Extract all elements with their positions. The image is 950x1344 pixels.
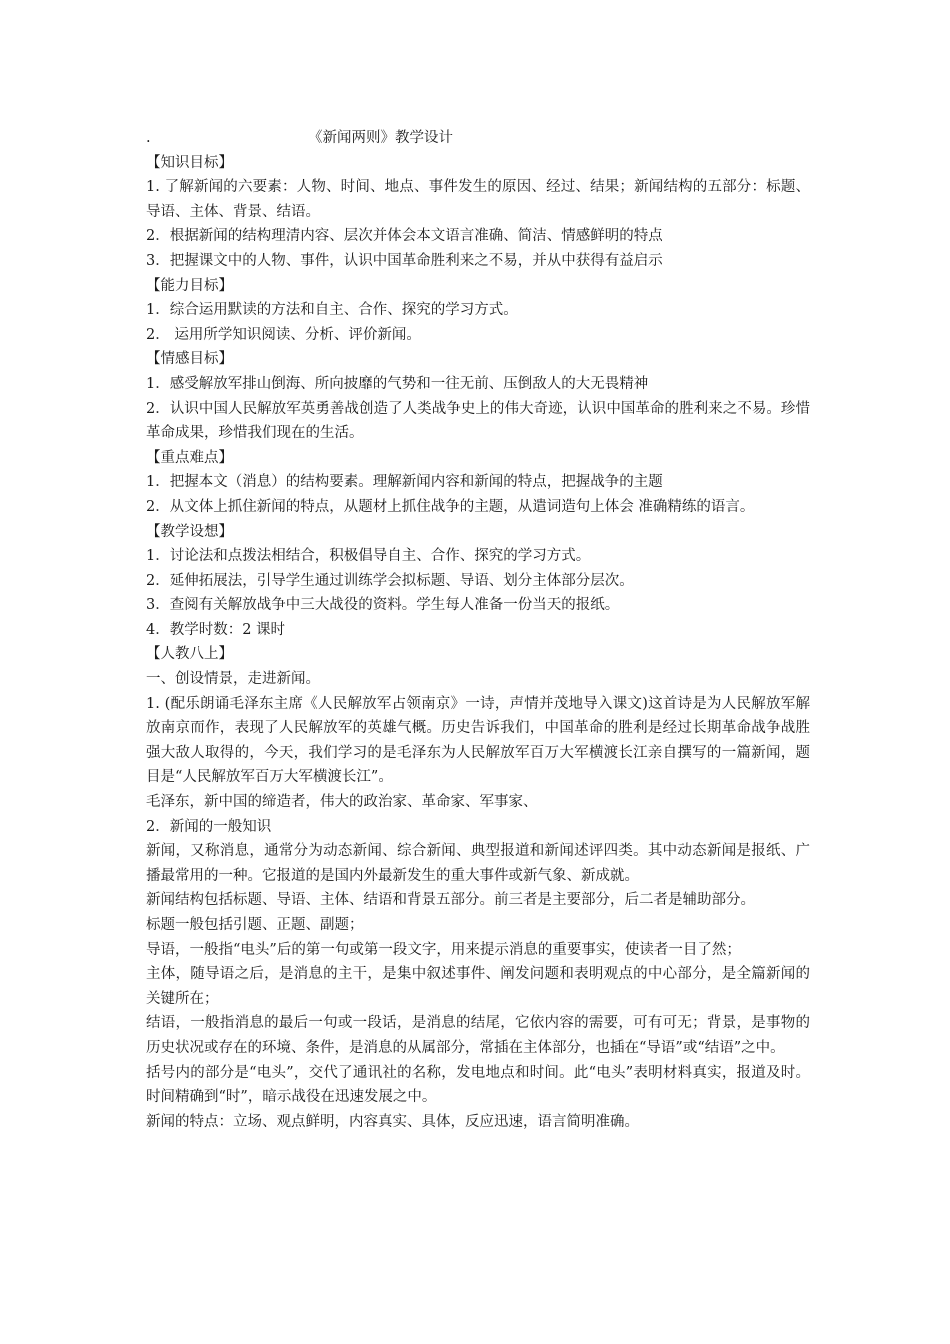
paragraph: 1．感受解放军排山倒海、所向披靡的气势和一往无前、压倒敌人的大无畏精神 <box>146 375 649 392</box>
paragraph: 2．从文体上抓住新闻的特点，从题材上抓住战争的主题，从遣词造句上体会 准确精练的语言。 <box>146 498 755 515</box>
heading-textbook: 【人教八上】 <box>146 646 233 663</box>
paragraph: 结语，一般指消息的最后一句或一段话，是消息的结尾，它依内容的需要，可有可无；背景，是事物的历史状况或存在的环境、条件，是消息的从属部分，常插在主体部分，也插在“导语”或“结语”之中。 <box>146 1015 810 1056</box>
paragraph: 标题一般包括引题、正题、副题； <box>146 917 364 933</box>
heading-emotion-goals: 【情感目标】 <box>146 351 233 368</box>
paragraph: 新闻，又称消息，通常分为动态新闻、综合新闻、典型报道和新闻述评四类。其中动态新闻是报纸、广播最常用的一种。它报道的是国内外最新发生的重大事件或新气象、新成就。 <box>146 843 810 884</box>
paragraph: 2． 运用所学知识阅读、分析、评价新闻。 <box>146 326 421 343</box>
paragraph: 括号内的部分是“电头”，交代了通讯社的名称，发电地点和时间。此“电头”表明材料真实，报道及时。时间精确到“时”，暗示战役在迅速发展之中。 <box>146 1064 810 1106</box>
paragraph: 2．根据新闻的结构理清内容、层次并体会本文语言准确、简洁、情感鲜明的特点 <box>146 228 663 245</box>
heading-teaching-plan: 【教学设想】 <box>146 523 233 540</box>
heading-ability-goals: 【能力目标】 <box>146 277 233 294</box>
paragraph: 导语，一般指“电头”后的第一句或第一段文字，用来提示消息的重要事实，使读者一目了然； <box>146 941 741 958</box>
heading-knowledge-goals: 【知识目标】 <box>146 154 233 171</box>
paragraph: 新闻的特点：立场、观点鲜明，内容真实、具体，反应迅速，语言简明准确。 <box>146 1113 639 1130</box>
paragraph: 1．讨论法和点拨法相结合，积极倡导自主、合作、探究的学习方式。 <box>146 548 591 565</box>
section-heading: 一、创设情景，走进新闻。 <box>146 671 320 688</box>
paragraph: 1．综合运用默读的方法和自主、合作、探究的学习方式。 <box>146 302 518 319</box>
paragraph: 主体，随导语之后，是消息的主干，是集中叙述事件、阐发问题和表明观点的中心部分，是全篇新闻的关键所在； <box>146 966 810 1007</box>
paragraph: 毛泽东，新中国的缔造者，伟大的政治家、革命家、军事家、 <box>146 794 538 811</box>
paragraph: 新闻结构包括标题、导语、主体、结语和背景五部分。前三者是主要部分，后二者是辅助部分。 <box>146 892 755 909</box>
paragraph: 2．认识中国人民解放军英勇善战创造了人类战争史上的伟大奇迹，认识中国革命的胜利来之不易。珍惜革命成果，珍惜我们现在的生活。 <box>146 400 810 442</box>
paragraph: 3．把握课文中的人物、事件，认识中国革命胜利来之不易，并从中获得有益启示 <box>146 252 663 269</box>
paragraph: 4．教学时数：2 课时 <box>146 621 286 638</box>
leading-dot: . <box>146 130 151 146</box>
paragraph: 1. 了解新闻的六要素：人物、时间、地点、事件发生的原因、经过、结果；新闻结构的五部分：标题、导语、主体、背景、结语。 <box>146 179 810 220</box>
paragraph: 3．查阅有关解放战争中三大战役的资料。学生每人准备一份当天的报纸。 <box>146 597 620 614</box>
title-line <box>146 126 810 151</box>
paragraph: 2．延伸拓展法，引导学生通过训练学会拟标题、导语、划分主体部分层次。 <box>146 572 634 589</box>
document-body <box>146 126 810 1134</box>
document-title: 《新闻两则》教学设计 <box>308 130 453 146</box>
paragraph: 1．把握本文（消息）的结构要素。理解新闻内容和新闻的特点，把握战争的主题 <box>146 474 663 491</box>
paragraph: 2．新闻的一般知识 <box>146 818 272 835</box>
heading-key-points: 【重点难点】 <box>146 449 233 466</box>
paragraph: 1. (配乐朗诵毛泽东主席《人民解放军占领南京》一诗，声情并茂地导入课文)这首诗是为人民解放军解放南京而作，表现了人民解放军的英雄气概。历史告诉我们，中国革命的胜利是经过长期革命战争战胜强大敌人取得的，今天，我们学习的是毛泽东为人民解放军百万大军横渡长江亲自撰写的一篇新闻，题目是“人民解放军百万大军横渡长江”。 <box>146 695 810 786</box>
